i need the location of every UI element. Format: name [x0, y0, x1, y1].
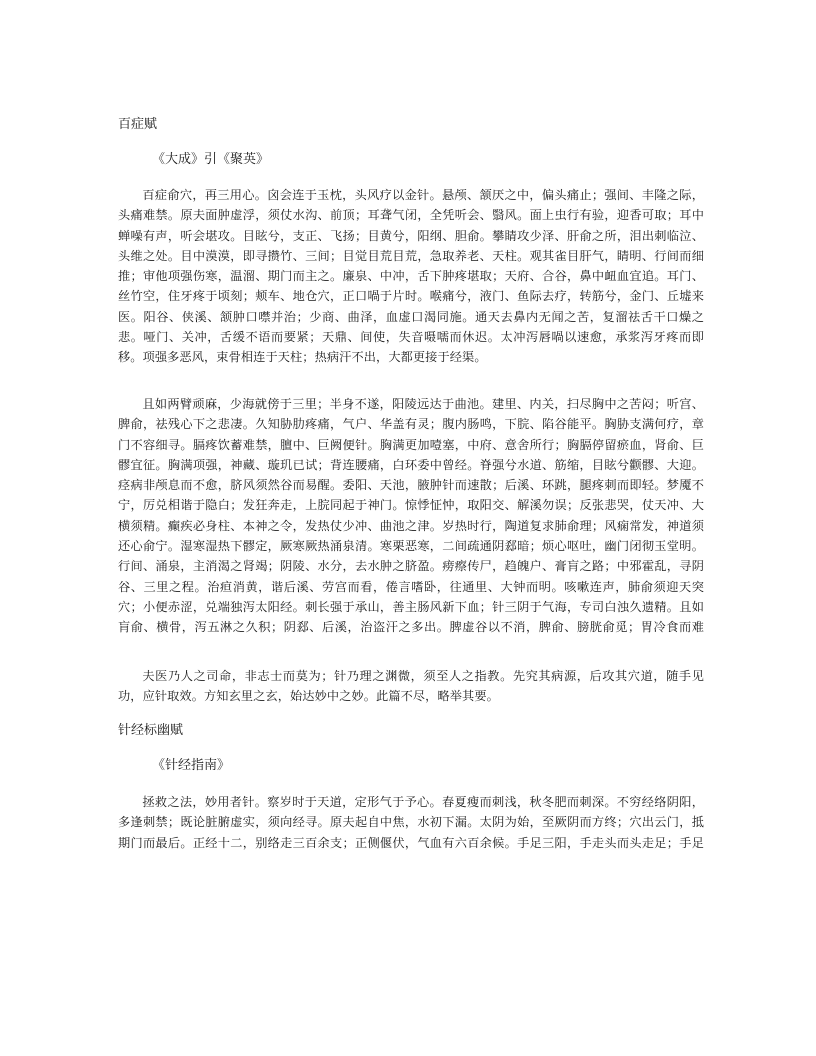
section-source-zhenjing-zhinan: 《针经指南》: [152, 758, 231, 773]
paragraph-3: 夫医乃人之司命，非志士而莫为；针乃理之渊微，须至人之指教。先究其病源，后攻其穴道，随手见功，应针取效。方知玄里之玄，始达妙中之妙。此篇不尽，略举其要。: [118, 669, 704, 704]
paragraph-4: 拯救之法，妙用者针。察岁时于天道，定形气于予心。春夏瘦而刺浅，秋冬肥而刺深。不穷经络阴阳，多逢刺禁；既论脏腑虚实，须向经寻。原夫起自中焦，水初下漏。太阴为始，至厥阴而方终；穴出云门，抵期门而最后。正经十二，别络走三百余支；正侧偃伏，气血有六百余候。手足三阳，手走头而头走足；手足: [118, 795, 704, 850]
section-source-daicheng: 《大成》引《聚英》: [152, 152, 270, 167]
paragraph-1: 百症俞穴，再三用心。囟会连于玉枕，头风疗以金针。悬颅、颔厌之中，偏头痛止；强间、丰隆之际，头痛难禁。原夫面肿虚浮，须仗水沟、前顶；耳聋气闭，全凭听会、翳风。面上虫行有验，迎香可取；耳中蝉噪有声，听会堪攻。目眩兮，支正、飞扬；目黄兮，阳纲、胆俞。攀睛攻少泽、肝俞之所，泪出刺临泣、头维之处。目中漠漠，即寻攒竹、三间；目觉目荒目荒，急取养老、天柱。观其雀目肝气，睛明、行间而细推；审他项强伤寒，温溜、期门而主之。廉泉、中冲，舌下肿疼堪取；天府、合谷，鼻中衄血宜追。耳门、丝竹空，住牙疼于顷刻；颊车、地仓穴，正口喎于片时。喉痛兮，液门、鱼际去疗，转筋兮，金门、丘墟来医。阳谷、侠溪、颔肿口噤并治；少商、曲泽，血虚口渴同施。通天去鼻内无闻之苦，复溜祛舌干口燥之悲。哑门、关冲，舌缓不语而要紧；天鼎、间使，失音嗫嚅而休迟。太冲泻唇喎以速愈，承浆泻牙疼而即移。项强多恶风，束骨相连于天柱；热病汗不出，大都更接于经渠。: [118, 188, 704, 365]
paragraph-2: 且如两臂顽麻，少海就傍于三里；半身不遂，阳陵远达于曲池。建里、内关，扫尽胸中之苦闷；听宫、脾俞，祛残心下之悲凄。久知胁肋疼痛，气户、华盖有灵；腹内肠鸣，下脘、陷谷能平。胸胁支满何疗，章门不容细寻。膈疼饮蓄难禁，膻中、巨阙便针。胸满更加噎塞，中府、意舍所行；胸膈停留瘀血，肾俞、巨髎宜征。胸满项强，神藏、璇玑已试；背连腰痛，白环委中曾经。脊强兮水道、筋缩，目眩兮颧髎、大迎。痉病非颅息而不愈，脐风须然谷而易醒。委阳、天池，腋肿针而速散；后溪、环跳，腿疼刺而即轻。梦魇不宁，厉兑相谐于隐白；发狂奔走，上脘同起于神门。惊悸怔忡，取阳交、解溪勿误；反张悲哭，仗天冲、大横须精。癫疾必身柱、本神之令，发热仗少冲、曲池之津。岁热时行，陶道复求肺俞理；风痫常发，神道须还心俞宁。湿寒湿热下髎定，厥寒厥热涌泉清。寒栗恶寒，二间疏通阴郄暗；烦心呕吐，幽门闭彻玉堂明。行间、涌泉，主消渴之肾竭；阴陵、水分，去水肿之脐盈。痨瘵传尸，趋魄户、膏肓之路；中邪霍乱，寻阴谷、三里之程。治疸消黄，谐后溪、劳宫而看，倦言嗜卧，往通里、大钟而明。咳嗽连声，肺俞须迎天突穴；小便赤涩，兑端独泻太阳经。刺长强于承山，善主肠风新下血；针三阴于气海，专司白浊久遗精。且如肓俞、横骨，泻五淋之久积；阴郄、后溪，治盗汗之多出。脾虚谷以不消，脾俞、膀胱俞觅；胃冷食而难: [118, 397, 704, 635]
section-title-zhenjing-biaoyou-fu: 针经标幽赋: [118, 723, 184, 738]
section-title-baizheng-fu: 百症赋: [118, 117, 158, 132]
